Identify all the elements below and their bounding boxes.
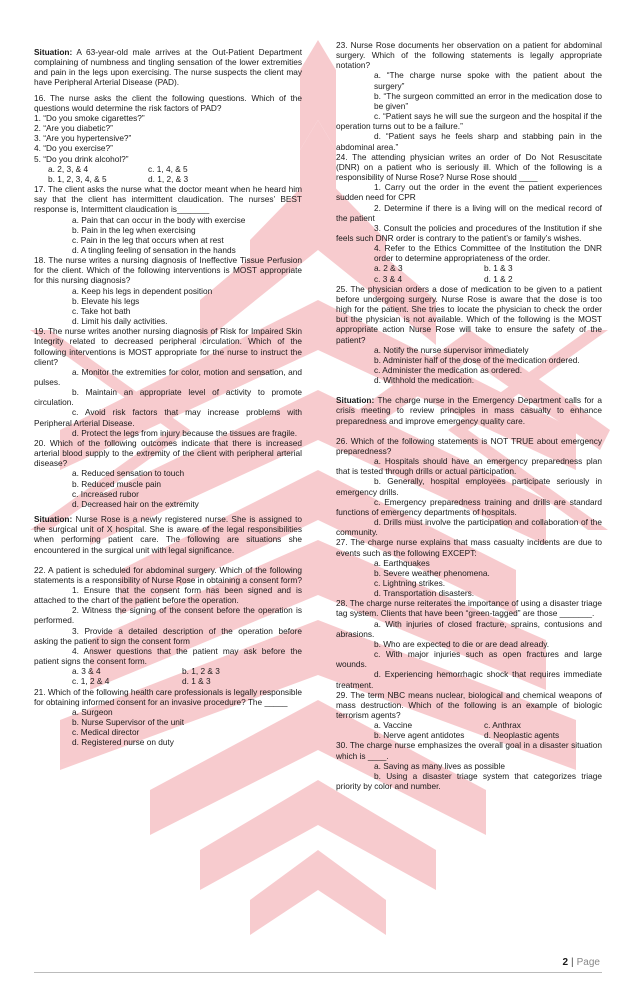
text: 4. Answer questions that the patient may ask before the patient signs the consent form. xyxy=(34,645,302,667)
answer-option xyxy=(34,286,302,296)
text: 19. The nurse writes another nursing diagnosis of Risk for Impaired Skin Integrity related to decreased peripheral circulation. Which of the following interventions is MOST appropriate for the nurse to instruct the client? xyxy=(34,326,302,367)
text: a. Keep his legs in dependent position xyxy=(72,285,213,296)
text: b. Elevate his legs xyxy=(72,295,140,306)
answer-option xyxy=(336,649,602,669)
text: d. A tingling feeling of sensation in the hands xyxy=(72,244,236,255)
text: a. Monitor the extremities for color, motion and sensation, and pulses. xyxy=(34,366,302,387)
answer-option xyxy=(336,639,602,649)
question-text xyxy=(336,740,602,760)
question-text xyxy=(336,537,602,557)
question-text xyxy=(336,284,602,345)
answer-option xyxy=(336,243,602,263)
choice-row xyxy=(336,720,602,730)
left-column xyxy=(34,47,302,747)
text: c. Take hot bath xyxy=(72,305,131,316)
question-text xyxy=(34,154,302,164)
text: b. Severe weather phenomena. xyxy=(374,567,490,578)
choice: a. 2 & 3 xyxy=(374,263,403,274)
text: b. Generally, hospital employees participate seriously in emergency drills. xyxy=(336,476,602,497)
text: d. Withhold the medication. xyxy=(374,375,475,386)
answer-option xyxy=(336,365,602,375)
text: d. Drills must involve the participation and collaboration of the community. xyxy=(336,517,602,538)
choice: c. 1, 2 & 4 xyxy=(72,676,110,687)
choice-row xyxy=(336,730,602,740)
answer-option xyxy=(336,456,602,476)
question-text xyxy=(34,438,302,468)
text: A 63-year-old male arrives at the Out-Patient Department complaining of numbness and tingling sensation of the lower extremities and pain in the legs upon exercising. The nurse suspects the client may have Peripheral Arterial Disease (PAD). xyxy=(34,47,302,88)
text: 28. The charge nurse reiterates the importance of using a disaster triage tag system. Clients that have been “green-tagged” are those _______. xyxy=(336,598,602,619)
answer-option xyxy=(34,296,302,306)
question-text xyxy=(34,113,302,123)
answer-option xyxy=(336,619,602,639)
question-text xyxy=(336,436,602,456)
choice-row xyxy=(34,676,302,686)
text: d. Protect the legs from injury because the tissues are fragile. xyxy=(72,427,298,438)
text: c. Avoid risk factors that may increase problems with Peripheral Arterial Disease. xyxy=(34,407,302,428)
answer-option xyxy=(34,245,302,255)
question-text xyxy=(34,255,302,285)
page-number: 2 xyxy=(562,957,569,968)
text: 25. The physician orders a dose of medication to be given to a patient before undergoing surgery. Nurse Rose is aware that the dose is too high for the patient. She tries to locate the physician to check the order but the physician is not available. Which of the following is the MOST appropriate action Nurse Rose will take to ensure the safety of the patient? xyxy=(336,283,602,345)
answer-option xyxy=(336,568,602,578)
text: c. Increased rubor xyxy=(72,488,139,499)
choice: c. 3 & 4 xyxy=(374,273,403,284)
answer-option xyxy=(34,235,302,245)
text: a. Saving as many lives as possible xyxy=(374,760,505,771)
text: 1. Carry out the order in the event the patient experiences sudden need for CPR xyxy=(336,182,602,203)
answer-option xyxy=(34,489,302,499)
choice: c. Anthrax xyxy=(484,720,521,731)
choice: d. Neoplastic agents xyxy=(484,730,560,741)
answer-option xyxy=(34,316,302,326)
question-text xyxy=(34,123,302,133)
answer-option xyxy=(336,111,602,131)
answer-option xyxy=(336,578,602,588)
answer-option xyxy=(336,558,602,568)
answer-option xyxy=(336,91,602,111)
text: a. Reduced sensation to touch xyxy=(72,468,185,479)
question-text xyxy=(336,152,602,182)
choice: d. 1 & 3 xyxy=(182,676,211,687)
choice-row xyxy=(34,174,302,184)
text: 2. Determine if there is a living will on the medical record of the patient xyxy=(336,202,602,223)
text: 21. Which of the following health care professionals is legally responsible for obtaining informed consent for an invasive procedure? The _____ xyxy=(34,686,302,707)
text: The charge nurse in the Emergency Department calls for a crisis meeting to review principles in mass casualty to enhance preparedness and improve emergency quality care. xyxy=(336,395,602,426)
text: a. Hospitals should have an emergency preparedness plan that is tested through drills or actual participation. xyxy=(336,456,602,477)
text: b. Nurse Supervisor of the unit xyxy=(72,717,185,727)
text: a. “The charge nurse spoke with the patient about the surgery” xyxy=(374,70,602,91)
answer-option xyxy=(336,355,602,365)
choice-row xyxy=(34,666,302,676)
answer-option xyxy=(336,761,602,771)
text: a. With injuries of closed fracture, sprains, contusions and abrasions. xyxy=(336,618,602,639)
answer-option xyxy=(336,203,602,223)
choice: a. Vaccine xyxy=(374,720,413,731)
answer-option xyxy=(336,131,602,151)
text: 4. Refer to the Ethics Committee of the Institution the DNR order to determine appropriateness of the order. xyxy=(374,243,602,264)
situation-label: Situation: xyxy=(336,395,375,406)
text: b. Maintain an appropriate level of activity to promote circulation. xyxy=(34,387,302,408)
answer-option xyxy=(34,727,302,737)
answer-option xyxy=(34,717,302,727)
text: 23. Nurse Rose documents her observation on a patient for abdominal surgery. Which of the following statements is legally appropriate notation? xyxy=(336,40,602,71)
text: 24. The attending physician writes an order of Do Not Resuscitate (DNR) on a patient who is seriously ill. Which of the following is a responsibility of Nurse Rose? Nurse Rose should ____ xyxy=(336,151,602,183)
right-column xyxy=(336,40,602,791)
answer-option xyxy=(336,375,602,385)
text: d. Experiencing hemorrhagic shock that requires immediate treatment. xyxy=(336,669,602,690)
footer-rule xyxy=(34,972,602,973)
answer-option xyxy=(34,225,302,235)
answer-option xyxy=(336,70,602,90)
answer-option xyxy=(34,646,302,666)
answer-option xyxy=(336,476,602,496)
choice: b. Nerve agent antidotes xyxy=(374,730,465,741)
text: 2. Witness the signing of the consent before the operation is performed. xyxy=(34,605,302,626)
text: d. Transportation disasters. xyxy=(374,588,475,599)
question-text xyxy=(336,40,602,70)
answer-option xyxy=(34,428,302,438)
text: d. Decreased hair on the extremity xyxy=(72,498,199,509)
choice-row xyxy=(34,164,302,174)
answer-option xyxy=(336,182,602,202)
question-text xyxy=(336,690,602,720)
answer-option xyxy=(34,367,302,387)
text: 30. The charge nurse emphasizes the overall goal in a disaster situation which is ____. xyxy=(336,740,602,761)
situation-paragraph xyxy=(336,395,602,425)
answer-option xyxy=(336,517,602,537)
answer-option xyxy=(336,588,602,598)
text: c. With major injuries such as open fractures and large wounds. xyxy=(336,649,602,670)
situation-label: Situation: xyxy=(34,514,73,525)
text: 16. The nurse asks the client the following questions. Which of the questions would determine the risk factors of PAD? xyxy=(34,92,302,113)
text: c. Administer the medication as ordered. xyxy=(374,365,523,375)
answer-option xyxy=(34,306,302,316)
answer-option xyxy=(336,223,602,243)
question-text xyxy=(34,687,302,707)
text: 26. Which of the following statements is NOT TRUE about emergency preparedness? xyxy=(336,435,602,456)
text: b. “The surgeon committed an error in the medication dose to be given” xyxy=(374,90,602,111)
text: 22. A patient is scheduled for abdominal surgery. Which of the following statements is a responsibility of Nurse Rose in obtaining a consent form? xyxy=(34,564,302,585)
text: c. Emergency preparedness training and drills are standard functions of emergency departments of hospitals. xyxy=(336,496,602,517)
answer-option xyxy=(34,626,302,646)
text: Nurse Rose is a newly registered nurse. She is assigned to the surgical unit of X hospital. She is aware of the legal responsibilities when performing patient care. The following are situations she encountered in the surgical unit with legal significance. xyxy=(34,514,302,555)
text: d. Registered nurse on duty xyxy=(72,737,174,748)
choice: d. 1, 2, & 3 xyxy=(148,173,189,184)
answer-option xyxy=(34,387,302,407)
choice: b. 1, 2, 3, 4, & 5 xyxy=(48,173,107,184)
choice-row xyxy=(336,274,602,284)
answer-option xyxy=(336,497,602,517)
choice: b. 1, 2 & 3 xyxy=(182,666,220,677)
text: b. Pain in the leg when exercising xyxy=(72,224,196,235)
text: 27. The charge nurse explains that mass casualty incidents are due to events such as the following EXCEPT: xyxy=(336,537,602,558)
text: b. Administer half of the dose of the medication ordered. xyxy=(374,354,580,365)
text: 1. Ensure that the consent form has been signed and is attached to the chart of the patient before the operation. xyxy=(34,584,302,606)
text: c. Pain in the leg that occurs when at rest xyxy=(72,234,224,245)
text: 18. The nurse writes a nursing diagnosis of Ineffective Tissue Perfusion for the client. Which of the following interventions is MOST appropriate for this nursing diagnosis? xyxy=(34,255,302,286)
answer-option xyxy=(336,669,602,689)
text: b. Reduced muscle pain xyxy=(72,478,162,489)
text: d. Limit his daily activities. xyxy=(72,316,168,327)
situation-paragraph xyxy=(34,514,302,555)
text: a. Surgeon xyxy=(72,706,113,717)
answer-option xyxy=(336,771,602,791)
question-text xyxy=(34,133,302,143)
text: b. Who are expected to die or are dead already. xyxy=(374,638,550,649)
answer-option xyxy=(34,215,302,225)
page-footer xyxy=(562,957,600,968)
answer-option xyxy=(34,468,302,478)
answer-option xyxy=(34,499,302,509)
question-text xyxy=(34,565,302,585)
answer-option xyxy=(34,407,302,427)
text: c. Medical director xyxy=(72,727,140,738)
text: 3. Consult the policies and procedures of the Institution if she feels such DNR order is contrary to the patient’s or family’s wishes. xyxy=(336,222,602,243)
text: 29. The term NBC means nuclear, biological and chemical weapons of mass destruction. Which of the following is an example of biologic terrorism agents? xyxy=(336,689,602,720)
text: 3. Provide a detailed description of the operation before asking the patient to sign the consent form xyxy=(34,625,302,646)
choice: b. 1 & 3 xyxy=(484,263,513,274)
text: 17. The client asks the nurse what the doctor meant when he heard him say that the client has intermittent claudication. The nurses’ BEST response is, Intermittent claudication is_______ xyxy=(34,184,302,215)
answer-option xyxy=(34,479,302,489)
answer-option xyxy=(336,345,602,355)
question-text xyxy=(336,598,602,618)
text: 5. “Do you drink alcohol?” xyxy=(34,153,129,164)
question-text xyxy=(34,184,302,214)
text: a. Pain that can occur in the body with exercise xyxy=(72,214,246,225)
answer-option xyxy=(34,585,302,605)
text: a. Notify the nurse supervisor immediately xyxy=(374,344,529,355)
text: a. Earthquakes xyxy=(374,557,430,568)
text: 1. “Do you smoke cigarettes?” xyxy=(34,112,145,123)
choice-row xyxy=(336,263,602,273)
choice: d. 1 & 2 xyxy=(484,273,513,284)
text: d. “Patient says he feels sharp and stabbing pain in the abdominal area.” xyxy=(336,131,602,152)
text: c. Lightning strikes. xyxy=(374,577,446,588)
question-text xyxy=(34,326,302,367)
choice: a. 2, 3, & 4 xyxy=(48,163,89,174)
situation-paragraph xyxy=(34,47,302,88)
answer-option xyxy=(34,737,302,747)
answer-option xyxy=(34,707,302,717)
text: 2. “Are you diabetic?” xyxy=(34,123,113,134)
answer-option xyxy=(34,605,302,625)
footer-separator: | xyxy=(571,957,574,968)
text: 20. Which of the following outcomes indicate that there is increased arterial blood supply to the extremity of the client with peripheral arterial disease? xyxy=(34,437,302,469)
situation-label: Situation: xyxy=(34,47,73,57)
text: 4. “Do you exercise?” xyxy=(34,143,113,154)
page-label: Page xyxy=(576,957,600,968)
text: b. Using a disaster triage system that categorizes triage priority by color and number. xyxy=(336,770,602,792)
choice: c. 1, 4, & 5 xyxy=(148,163,188,174)
choice: a. 3 & 4 xyxy=(72,666,101,677)
text: 3. “Are you hypertensive?” xyxy=(34,133,132,144)
question-text xyxy=(34,143,302,153)
text: c. “Patient says he will sue the surgeon and the hospital if the operation turns out to be a failure.” xyxy=(336,111,602,132)
question-text xyxy=(34,93,302,113)
